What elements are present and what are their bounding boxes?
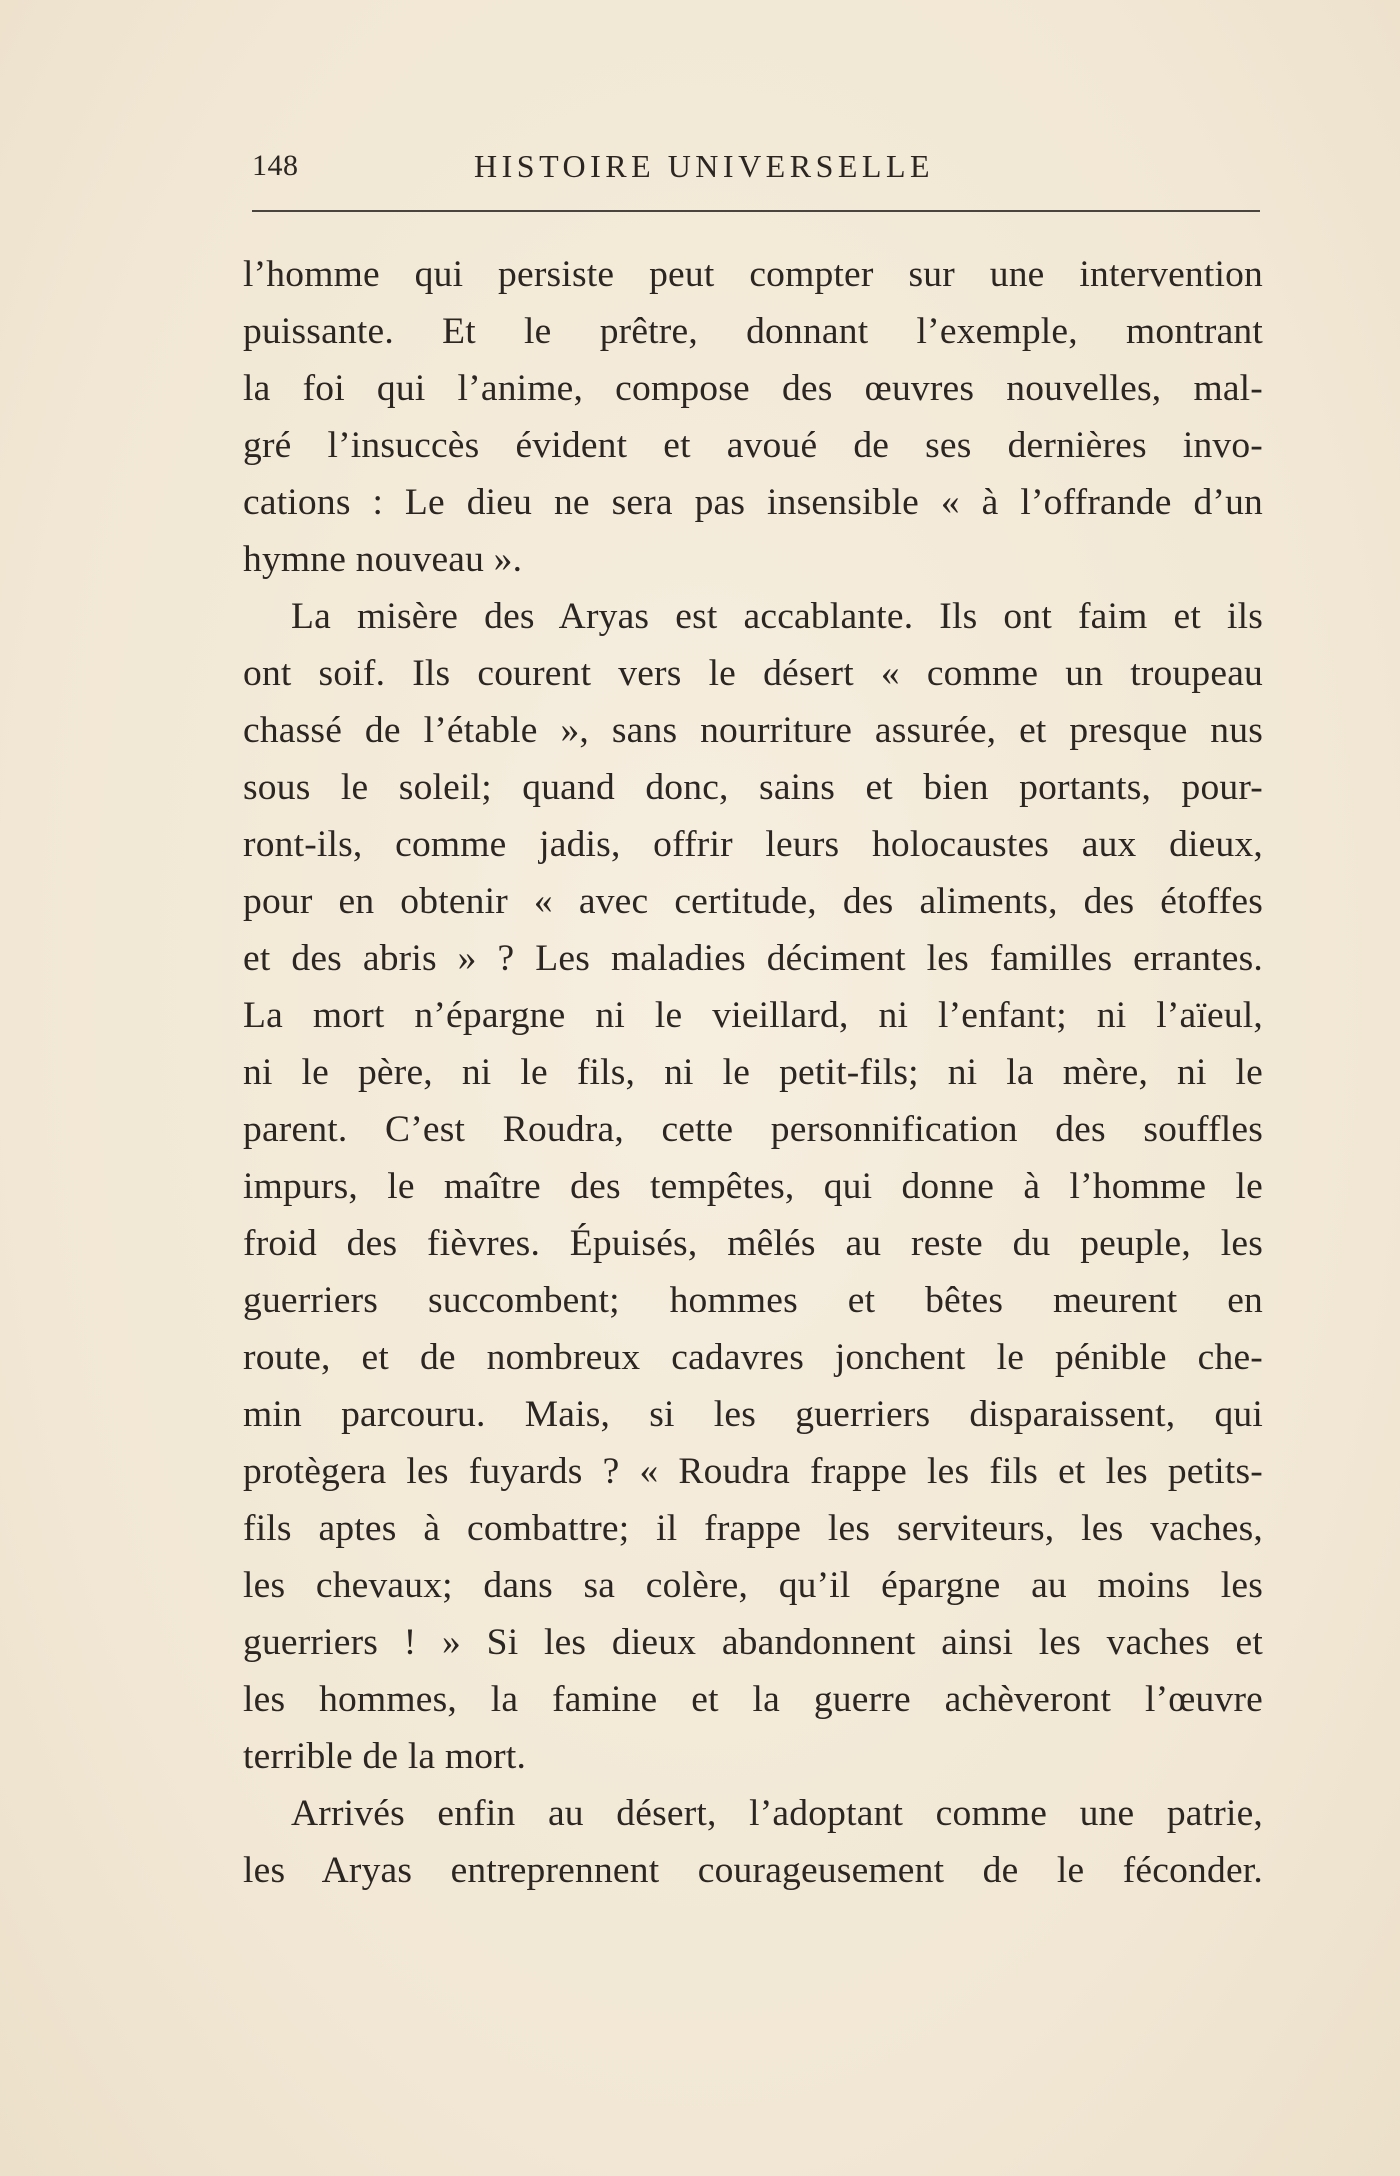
- page-header: [252, 142, 1260, 190]
- text-line: pour en obtenir « avec certitude, des aliments, des étoffes: [243, 881, 1263, 922]
- text-line: guerriers succombent; hommes et bêtes meurent en: [243, 1280, 1263, 1321]
- text-line: chassé de l’étable », sans nourriture assurée, et presque nus: [243, 710, 1263, 751]
- text-line: ront-ils, comme jadis, offrir leurs holocaustes aux dieux,: [243, 824, 1263, 865]
- text-line: fils aptes à combattre; il frappe les serviteurs, les vaches,: [243, 1508, 1263, 1549]
- text-line: gré l’insuccès évident et avoué de ses dernières invo-: [243, 425, 1263, 466]
- text-line: froid des fièvres. Épuisés, mêlés au reste du peuple, les: [243, 1223, 1263, 1264]
- text-line: hymne nouveau ».: [243, 539, 523, 580]
- text-line: terrible de la mort.: [243, 1736, 527, 1777]
- text-line: puissante. Et le prêtre, donnant l’exemple, montrant: [243, 311, 1263, 352]
- text-line: sous le soleil; quand donc, sains et bien portants, pour-: [243, 767, 1263, 808]
- text-line: parent. C’est Roudra, cette personnification des souffles: [243, 1109, 1263, 1150]
- text-line: Arrivés enfin au désert, l’adoptant comme une patrie,: [291, 1793, 1263, 1834]
- text-line: l’homme qui persiste peut compter sur une intervention: [243, 254, 1263, 295]
- text-line: cations : Le dieu ne sera pas insensible « à l’offrande d’un: [243, 482, 1263, 523]
- text-line: route, et de nombreux cadavres jonchent le pénible che-: [243, 1337, 1263, 1378]
- text-line: ont soif. Ils courent vers le désert « comme un troupeau: [243, 653, 1263, 694]
- text-line: ni le père, ni le fils, ni le petit-fils; ni la mère, ni le: [243, 1052, 1263, 1093]
- text-line: min parcouru. Mais, si les guerriers disparaissent, qui: [243, 1394, 1263, 1435]
- text-line: les hommes, la famine et la guerre achèveront l’œuvre: [243, 1679, 1263, 1720]
- page-number: 148: [252, 149, 299, 182]
- header-rule: [252, 210, 1260, 212]
- text-line: La mort n’épargne ni le vieillard, ni l’enfant; ni l’aïeul,: [243, 995, 1263, 1036]
- text-line: les chevaux; dans sa colère, qu’il épargne au moins les: [243, 1565, 1263, 1606]
- text-line: impurs, le maître des tempêtes, qui donne à l’homme le: [243, 1166, 1263, 1207]
- text-line: protègera les fuyards ? « Roudra frappe les fils et les petits-: [243, 1451, 1263, 1492]
- text-line: la foi qui l’anime, compose des œuvres nouvelles, mal-: [243, 368, 1263, 409]
- body-text: [243, 246, 1263, 1899]
- text-line: La misère des Aryas est accablante. Ils ont faim et ils: [291, 596, 1263, 637]
- text-line: guerriers ! » Si les dieux abandonnent ainsi les vaches et: [243, 1622, 1263, 1663]
- text-line: les Aryas entreprennent courageusement de le féconder.: [243, 1850, 1263, 1891]
- running-title: HISTOIRE UNIVERSELLE: [474, 148, 935, 184]
- text-line: et des abris » ? Les maladies déciment les familles errantes.: [243, 938, 1263, 979]
